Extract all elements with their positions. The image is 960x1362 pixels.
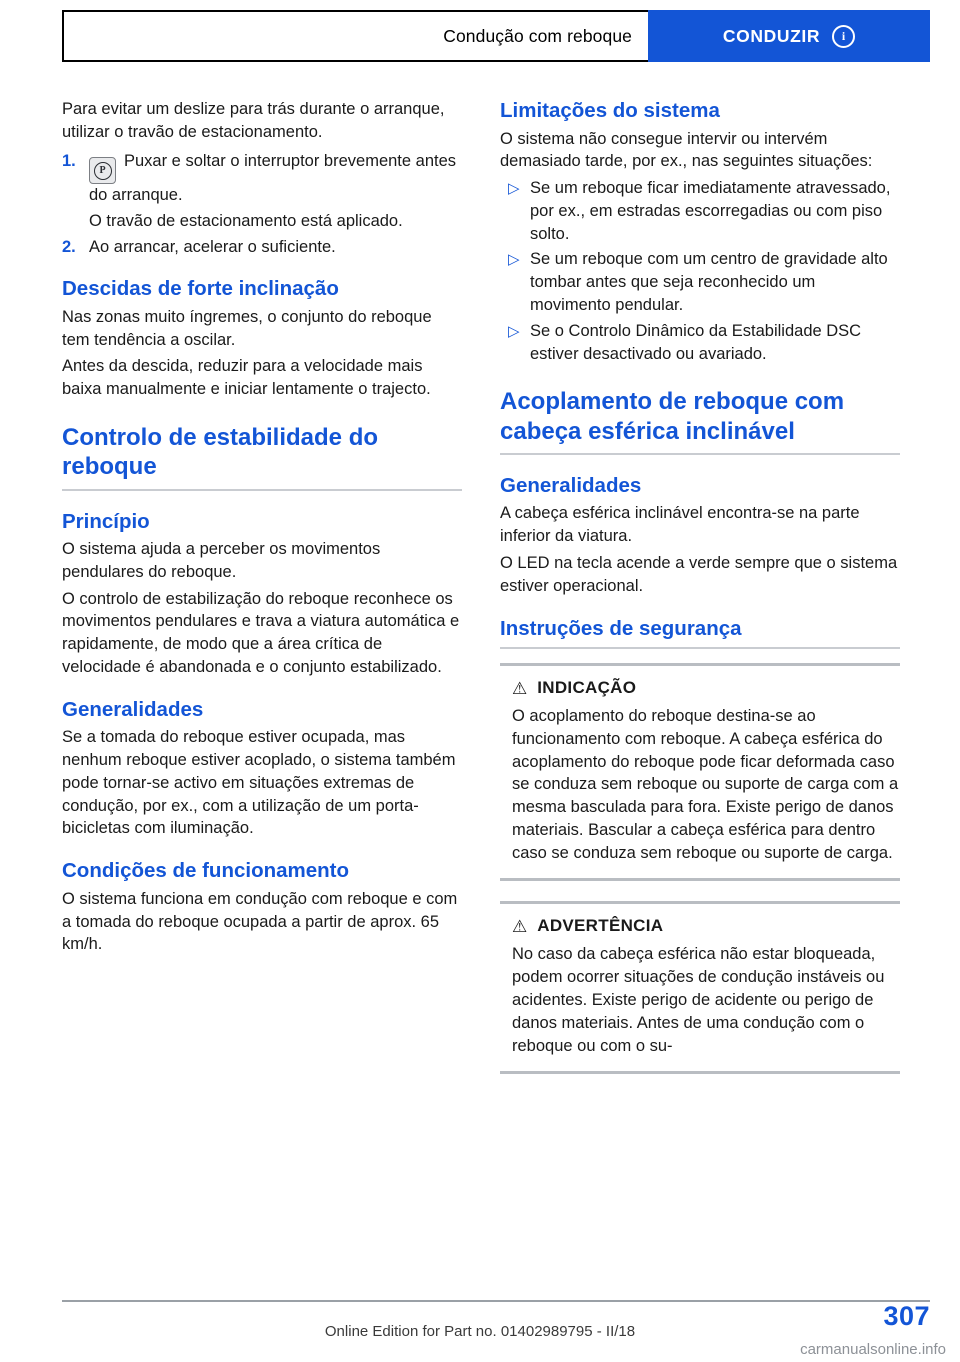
limitacoes-bullet-list — [500, 177, 900, 365]
step-number: 1. — [62, 151, 76, 170]
heading-generalidades-right: Generalidades — [500, 473, 642, 497]
notice-header — [500, 678, 900, 698]
info-icon: i — [832, 25, 855, 48]
descidas-paragraph-1: Nas zonas muito íngremes, o conjunto do reboque tem tendência a oscilar. — [62, 307, 432, 349]
notice-header — [500, 916, 900, 936]
section-label: CONDUZIR — [722, 25, 821, 46]
principio-paragraph-2: O controlo de estabilização do reboque reconhece os movimentos pendulares e trava a viatura automática e rapidamente, de modo que a área crítica de velocidade é abandonada e o conjunto estabilizado. — [62, 589, 460, 676]
bullet-text: Se um reboque ficar imediatamente atravessado, por ex., em estradas escorregadias ou com piso solto. — [530, 179, 891, 243]
heading-generalidades-left: Generalidades — [62, 697, 204, 721]
heading-instrucoes-seguranca: Instruções de segurança — [500, 616, 900, 650]
heading-limitacoes: Limitações do sistema — [500, 99, 720, 122]
list-item — [62, 150, 462, 207]
heading-condicoes-funcionamento: Condições de funcionamento — [62, 859, 350, 883]
page-number: 307 — [883, 1301, 930, 1331]
notice-text: No caso da cabeça esférica não estar bloqueada, podem ocorrer situações de condução instáveis ou acidentes. Existe perigo de acidente ou perigo de danos materiais. Antes de uma condução com o reboque ou com o su- — [512, 945, 885, 1055]
section-tab — [648, 10, 930, 62]
heading-descidas: Descidas de forte inclinação — [62, 277, 339, 301]
right-column — [500, 98, 900, 1074]
step-subline-wrap — [62, 210, 462, 233]
footer-divider — [62, 1300, 930, 1302]
numbered-steps — [62, 150, 462, 259]
warning-triangle-icon: ⚠ — [512, 916, 528, 936]
heading-acoplamento: Acoplamento de reboque com cabeça esférica inclinável — [500, 387, 900, 455]
list-item — [500, 177, 900, 245]
step-subline: O travão de estacionamento está aplicado. — [89, 211, 403, 230]
step-number: 2. — [62, 237, 76, 256]
heading-controlo-estabilidade: Controlo de estabilidade do reboque — [62, 423, 462, 491]
list-item — [62, 236, 462, 259]
bullet-arrow-icon: ▷ — [508, 251, 520, 269]
notice-indicacao — [500, 663, 900, 881]
notice-title: ADVERTÊNCIA — [537, 916, 664, 936]
descidas-paragraph-2: Antes da descida, reduzir para a velocidade mais baixa manualmente e iniciar lentamente o trajecto. — [62, 357, 431, 399]
left-column — [62, 98, 462, 1074]
generalidades-paragraph-left: Se a tomada do reboque estiver ocupada, mas nenhum reboque estiver acoplado, o sistema também pode tornar-se activo em situações extremas de condução, por ex., com a utilização de um porta-bicicletas com iluminação. — [62, 728, 456, 838]
limitacoes-paragraph: O sistema não consegue intervir ou intervém demasiado tarde, por ex., nas seguintes situações: — [500, 129, 873, 171]
notice-text: O acoplamento do reboque destina-se ao funcionamento com reboque. A cabeça esférica do acoplamento do reboque pode ficar deformada caso se conduza sem reboque ou suporte de carga com a mesma basculada para fora. Existe perigo de danos materiais. Bascular a cabeça esférica para dentro caso se conduza sem reboque ou suporte de carga. — [512, 707, 899, 862]
list-item — [500, 248, 900, 316]
generalidades-right-paragraph-1: A cabeça esférica inclinável encontra-se na parte inferior da viatura. — [500, 504, 860, 546]
page-header — [62, 10, 930, 62]
heading-principio: Princípio — [62, 509, 150, 533]
list-item — [500, 320, 900, 366]
breadcrumb — [62, 10, 648, 62]
breadcrumb-label: Condução com reboque — [443, 25, 632, 46]
notice-title: INDICAÇÃO — [537, 678, 637, 698]
notice-advertencia — [500, 901, 900, 1074]
bullet-text: Se o Controlo Dinâmico da Estabilidade DSC estiver desactivado ou avariado. — [530, 321, 862, 363]
parking-brake-glyph: P — [94, 162, 112, 180]
intro-paragraph: Para evitar um deslize para trás durante o arranque, utilizar o travão de estacionamento. — [62, 100, 445, 141]
condicoes-paragraph: O sistema funciona em condução com reboque e com a tomada do reboque ocupada a partir de aprox. 65 km/h. — [62, 889, 458, 954]
warning-triangle-icon: ⚠ — [512, 678, 528, 698]
principio-paragraph-1: O sistema ajuda a perceber os movimentos pendulares do reboque. — [62, 540, 381, 581]
parking-brake-icon — [89, 157, 116, 184]
bullet-arrow-icon: ▷ — [508, 322, 520, 340]
generalidades-right-paragraph-2: O LED na tecla acende a verde sempre que o sistema estiver operacional. — [500, 553, 898, 595]
content-columns — [62, 98, 900, 1074]
step-text: Puxar e soltar o interruptor brevemente antes do arranque. — [89, 151, 457, 205]
bullet-arrow-icon: ▷ — [508, 180, 520, 198]
watermark: carmanualsonline.info — [800, 1341, 946, 1358]
footer-note: Online Edition for Part no. 01402989795 - II/18 — [324, 1323, 636, 1340]
bullet-text: Se um reboque com um centro de gravidade alto tombar antes que seja reconhecido um movimento pendular. — [530, 250, 888, 314]
step-text: Ao arrancar, acelerar o suficiente. — [89, 237, 336, 256]
